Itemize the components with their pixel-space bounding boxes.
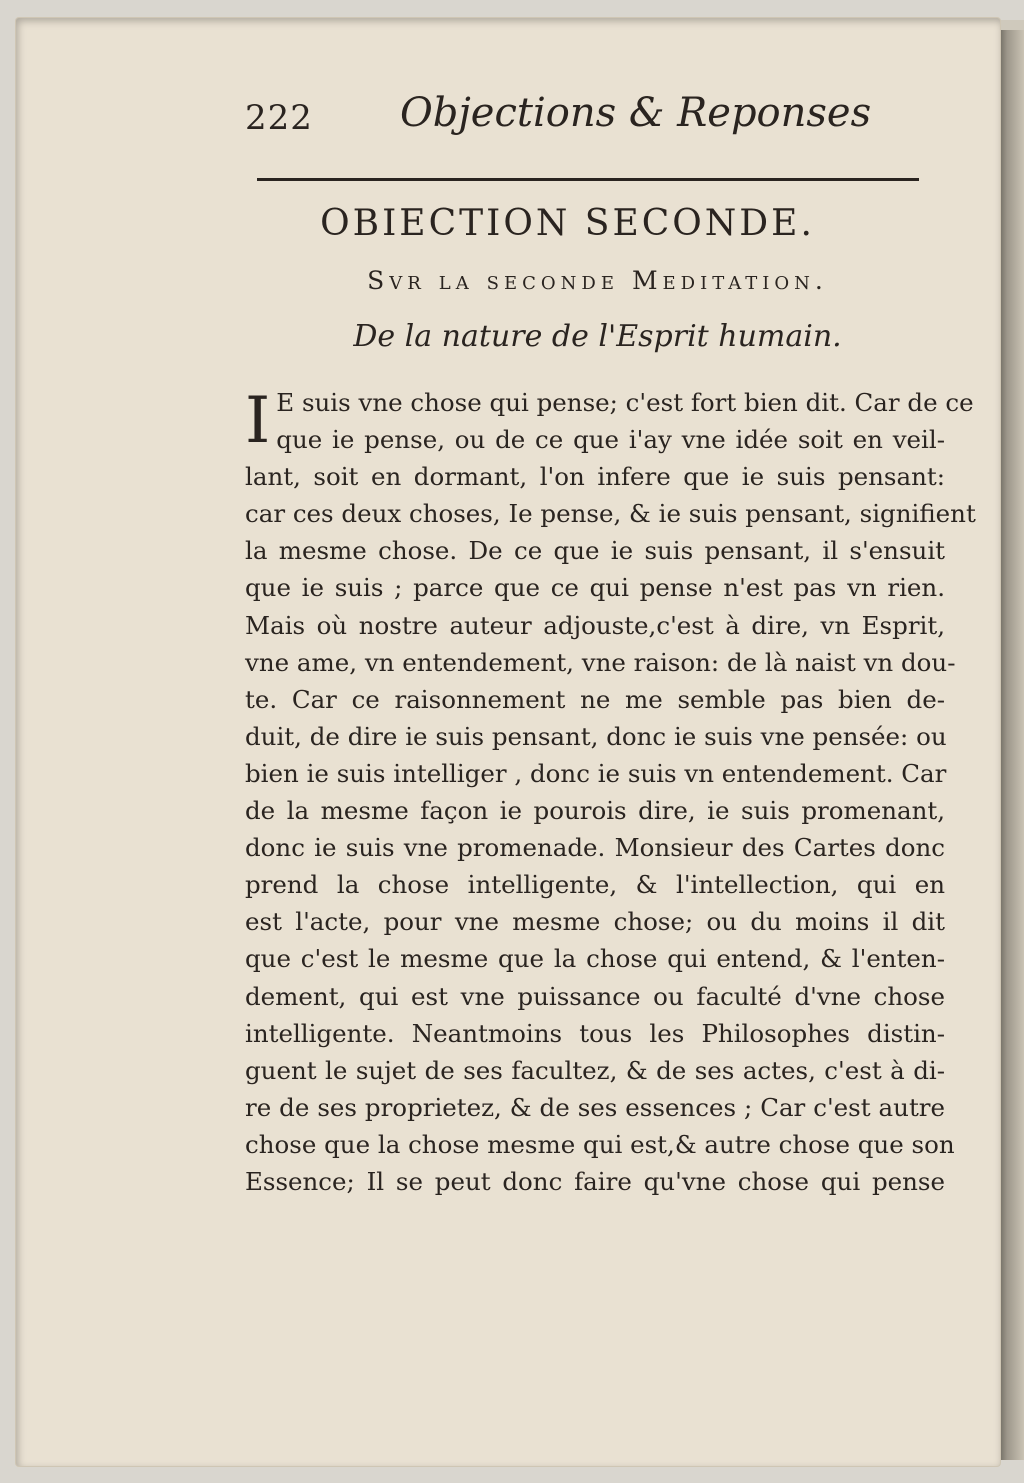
page-content <box>245 90 976 1200</box>
body-line: donc ie suis vne promenade. Monsieur des Cartes donc <box>245 833 945 863</box>
body-line: lant, soit en dormant, l'on infere que ie suis pensant: <box>245 462 945 492</box>
body-line: chose que la chose mesme qui est,& autre chose que son <box>245 1129 955 1159</box>
body-line: Essence; Il se peut donc faire qu'vne chose qui pense <box>245 1166 945 1196</box>
body-line: car ces deux choses, Ie pense, & ie suis pensant, signifient <box>245 499 976 529</box>
running-title: Objections & Reponses <box>400 90 872 136</box>
body-line: duit, de dire ie suis pensant, donc ie suis vne pensée: ou <box>245 721 947 751</box>
running-head <box>245 90 950 150</box>
body-line: intelligente. Neantmoins tous les Philosophes distin- <box>245 1018 945 1048</box>
adjacent-page-edge <box>996 30 1024 1460</box>
section-subtitle: Svr la seconde Meditation. <box>367 266 828 295</box>
body-line: bien ie suis intelliger , donc ie suis vn entendement. Car <box>245 758 947 788</box>
body-line: te. Car ce raisonnement ne me semble pas bien de- <box>245 684 945 714</box>
body-line: dement, qui est vne puissance ou faculté d'vne chose <box>245 981 945 1011</box>
body-line: que ie suis ; parce que ce qui pense n'est pas vn rien. <box>245 573 945 603</box>
body-line: la mesme chose. De ce que ie suis pensant, il s'ensuit <box>245 536 945 566</box>
page-number: 222 <box>245 98 313 138</box>
section-title: OBIECTION SECONDE. <box>320 203 815 244</box>
body-line: de la mesme façon ie pourois dire, ie suis promenant, <box>245 796 945 826</box>
header-rule <box>257 178 919 181</box>
body-line: E suis vne chose qui pense; c'est fort bien dit. Car de ce <box>276 388 974 417</box>
body-line: que c'est le mesme que la chose qui entend, & l'enten- <box>245 944 945 974</box>
body-line: vne ame, vn entendement, vne raison: de là naist vn dou- <box>245 647 956 677</box>
body-line: prend la chose intelligente, & l'intellection, qui en <box>245 870 945 900</box>
body-line: re de ses proprietez, & de ses essences ; Car c'est autre <box>245 1092 945 1122</box>
section-subheading: De la nature de l'Esprit humain. <box>353 319 842 354</box>
body-line: que ie pense, ou de ce que i'ay vne idée soit en veil- <box>276 425 945 455</box>
body-line: Mais où nostre auteur adjouste,c'est à dire, vn Esprit, <box>245 610 945 640</box>
body-line: est l'acte, pour vne mesme chose; ou du moins il dit <box>245 907 945 937</box>
drop-cap: I <box>245 384 271 458</box>
body-line: guent le sujet de ses facultez, & de ses actes, c'est à di- <box>245 1055 945 1085</box>
body-text <box>245 384 976 1200</box>
